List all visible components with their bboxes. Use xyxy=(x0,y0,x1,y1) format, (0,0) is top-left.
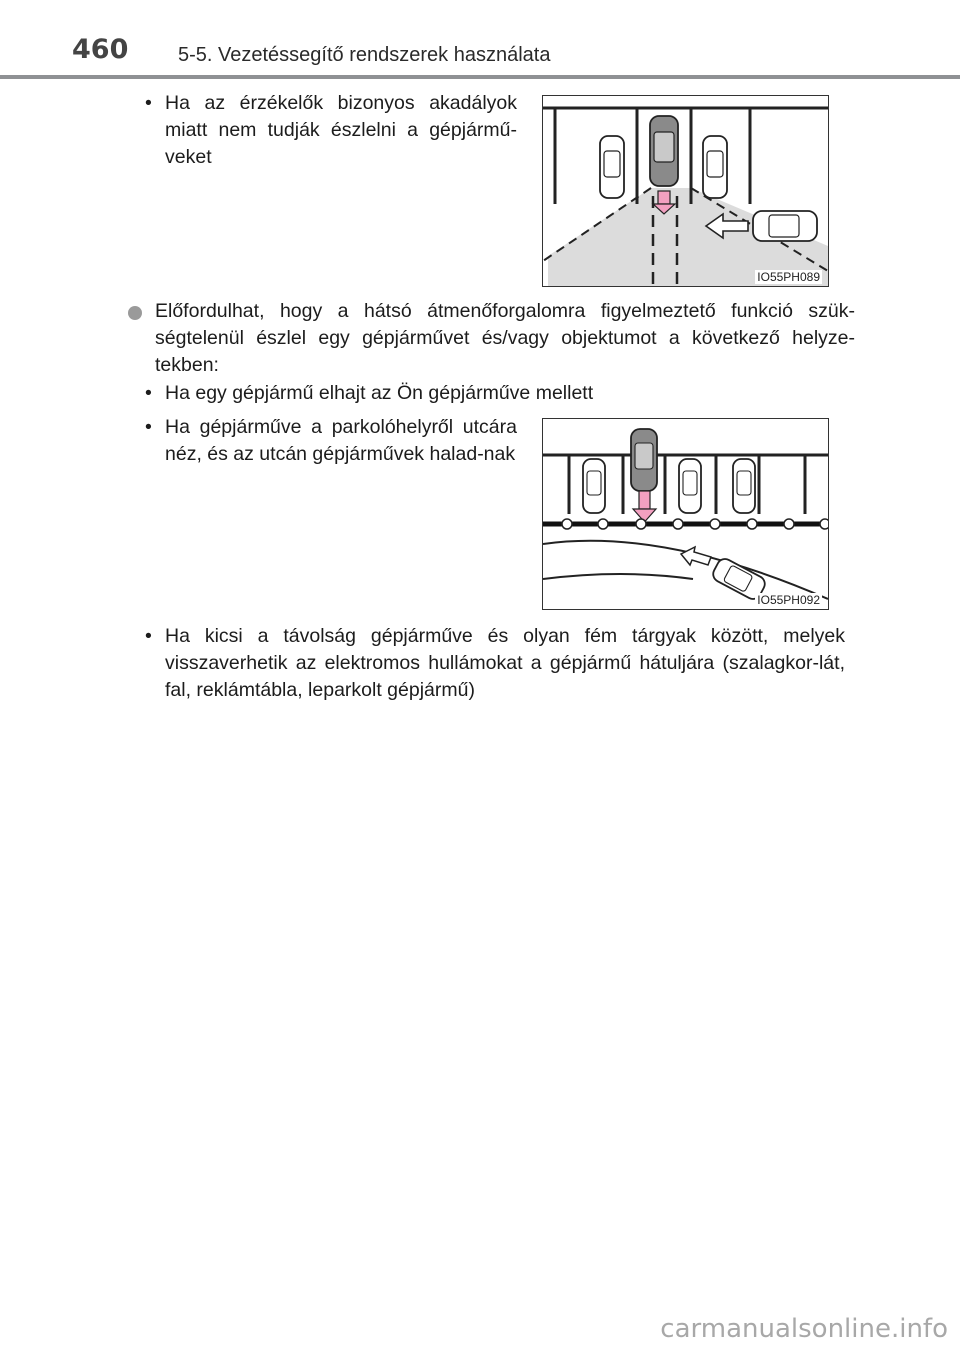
figure-street-parking xyxy=(542,418,829,610)
bullet-passing-vehicle: Ha egy gépjármű elhajt az Ön gépjárműve mellett xyxy=(165,382,594,404)
section-title: 5-5. Vezetéssegítő rendszerek használata xyxy=(178,44,551,66)
bullet-marker: • xyxy=(145,625,152,647)
parked-car-left xyxy=(600,136,624,198)
parked-car xyxy=(583,459,605,513)
own-car xyxy=(650,116,678,186)
header-divider xyxy=(0,75,960,79)
main-paragraph: Előfordulhat, hogy a hátsó átmenőforgalomra figyelmeztető funkció szük-ségtelenül észlel egy gépjárművet és/vagy objektumot a következő helyze-tekben: xyxy=(155,300,855,376)
parking-diagram-2 xyxy=(543,419,828,609)
bullet-facing-street: Ha gépjárműve a parkolóhelyről utcára néz, és az utcán gépjárművek halad-nak xyxy=(165,416,517,465)
approaching-car xyxy=(753,211,817,241)
own-car xyxy=(631,429,657,491)
reverse-arrow xyxy=(633,491,656,522)
bullet-marker: • xyxy=(145,92,152,114)
page-header xyxy=(0,0,960,80)
bullet-marker: • xyxy=(145,382,152,404)
bullet-marker: • xyxy=(145,416,152,438)
parked-car xyxy=(733,459,755,513)
parking-diagram-1 xyxy=(543,96,828,286)
page-number: 460 xyxy=(72,34,129,65)
approach-arrow xyxy=(681,547,711,565)
figure-parking-obstacles xyxy=(542,95,829,287)
watermark: carmanualsonline.info xyxy=(660,1314,948,1344)
figure-code: IO55PH089 xyxy=(757,270,820,284)
figure-code: IO55PH092 xyxy=(757,593,820,607)
parked-car-right xyxy=(703,136,727,198)
section-bullet-icon xyxy=(128,306,142,320)
bullet-obstacles: Ha az érzékelők bizonyos akadályok miatt nem tudják észlelni a gépjármű-veket xyxy=(165,92,517,168)
bullet-metal-objects: Ha kicsi a távolság gépjárműve és olyan fém tárgyak között, melyek visszaverhetik az elektromos hullámokat a gépjármű hátuljára (szalagkor-lát, fal, reklámtábla, leparkolt gépjármű) xyxy=(165,625,845,701)
parked-car xyxy=(679,459,701,513)
